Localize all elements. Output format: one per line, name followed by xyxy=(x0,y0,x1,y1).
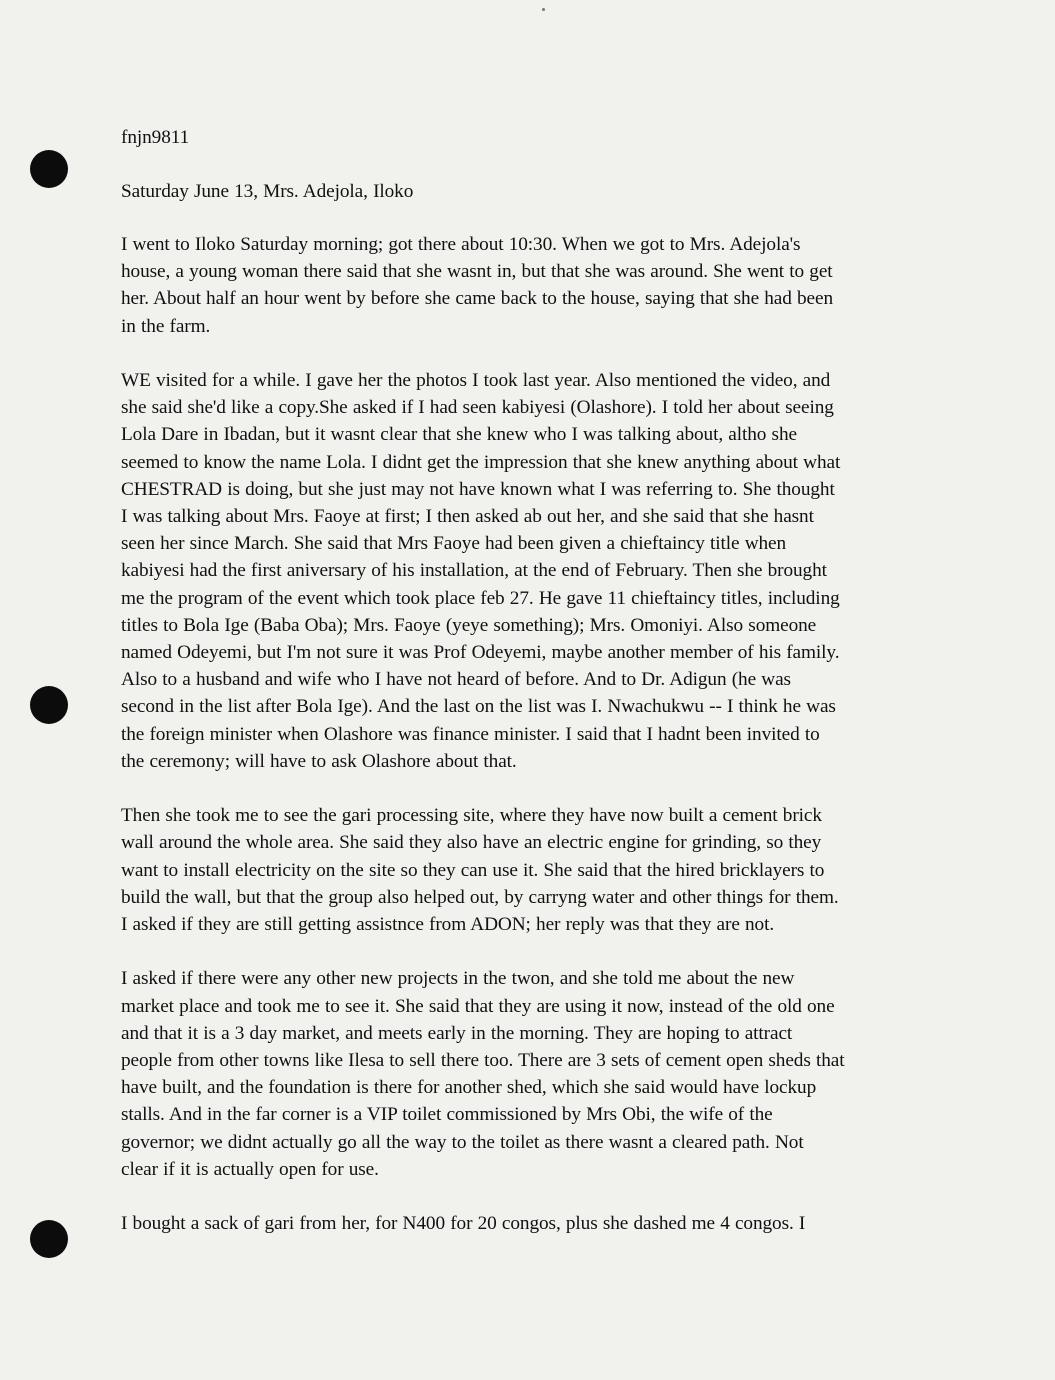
paragraph xyxy=(121,802,941,938)
punch-hole-bottom xyxy=(30,1220,68,1258)
text-line: people from other towns like Ilesa to sell there too. There are 3 sets of cement open sheds that xyxy=(121,1050,845,1072)
text-line: named Odeyemi, but I'm not sure it was Prof Odeyemi, maybe another member of his family. xyxy=(121,642,840,664)
entry-heading: Saturday June 13, Mrs. Adejola, Iloko xyxy=(121,181,414,202)
paragraph xyxy=(121,367,941,775)
text-line: stalls. And in the far corner is a VIP toilet commissioned by Mrs Obi, the wife of the xyxy=(121,1104,773,1126)
text-line: second in the list after Bola Ige). And the last on the list was I. Nwachukwu -- I think he was xyxy=(121,696,836,718)
text-line: Also to a husband and wife who I have not heard of before. And to Dr. Adigun (he was xyxy=(121,669,791,691)
text-line: want to install electricity on the site so they can use it. She said that the hired bricklayers to xyxy=(121,859,825,881)
entry-body xyxy=(121,231,941,1265)
text-line: the foreign minister when Olashore was finance minister. I said that I hadnt been invited to xyxy=(121,723,820,745)
text-line: WE visited for a while. I gave her the photos I took last year. Also mentioned the video, and xyxy=(121,370,831,391)
text-line: Then she took me to see the gari processing site, where they have now built a cement brick xyxy=(121,805,822,827)
text-line: me the program of the event which took place feb 27. He gave 11 chieftaincy titles, including xyxy=(121,587,840,609)
text-line: clear if it is actually open for use. xyxy=(121,1158,379,1180)
text-line: wall around the whole area. She said they also have an electric engine for grinding, so they xyxy=(121,832,822,854)
paper-speck xyxy=(542,8,545,11)
text-line: have built, and the foundation is there for another shed, which she said would have lockup xyxy=(121,1077,817,1099)
text-line: build the wall, but that the group also helped out, by carryng water and other things for them. xyxy=(121,886,839,908)
text-line: her. About half an hour went by before she came back to the house, saying that she had been xyxy=(121,288,834,310)
punch-hole-top xyxy=(30,150,68,188)
text-line: in the farm. xyxy=(121,315,211,337)
paragraph xyxy=(121,231,941,340)
text-line: I was talking about Mrs. Faoye at first; I then asked ab out her, and she said that she hasnt xyxy=(121,506,814,528)
text-line: she said she'd like a copy.She asked if I had seen kabiyesi (Olashore). I told her about seeing xyxy=(121,397,834,419)
text-line: titles to Bola Ige (Baba Oba); Mrs. Faoye (yeye something); Mrs. Omoniyi. Also someone xyxy=(121,614,817,636)
text-line: and that it is a 3 day market, and meets early in the morning. They are hoping to attract xyxy=(121,1022,793,1044)
text-line: market place and took me to see it. She said that they are using it now, instead of the old one xyxy=(121,995,835,1017)
text-line: seemed to know the name Lola. I didnt get the impression that she knew anything about what xyxy=(121,451,841,473)
text-line: I bought a sack of gari from her, for N400 for 20 congos, plus she dashed me 4 congos. I xyxy=(121,1213,806,1235)
text-line: house, a young woman there said that she wasnt in, but that she was around. She went to get xyxy=(121,261,833,283)
text-line: the ceremony; will have to ask Olashore about that. xyxy=(121,750,517,772)
text-line: I went to Iloko Saturday morning; got there about 10:30. When we got to Mrs. Adejola's xyxy=(121,234,801,255)
text-line: kabiyesi had the first aniversary of his installation, at the end of February. Then she brought xyxy=(121,560,827,582)
document-id: fnjn9811 xyxy=(121,127,190,148)
text-line: Lola Dare in Ibadan, but it wasnt clear that she knew who I was talking about, altho she xyxy=(121,424,797,446)
punch-hole-middle xyxy=(30,686,68,724)
paragraph xyxy=(121,965,941,1183)
text-line: governor; we didnt actually go all the way to the toilet as there wasnt a cleared path. Not xyxy=(121,1131,804,1153)
text-line: I asked if there were any other new projects in the twon, and she told me about the new xyxy=(121,968,795,990)
text-line: seen her since March. She said that Mrs Faoye had been given a chieftaincy title when xyxy=(121,533,787,555)
paragraph xyxy=(121,1210,941,1237)
text-line: CHESTRAD is doing, but she just may not have known what I was referring to. She thought xyxy=(121,478,835,500)
text-line: I asked if they are still getting assistnce from ADON; her reply was that they are not. xyxy=(121,914,775,936)
